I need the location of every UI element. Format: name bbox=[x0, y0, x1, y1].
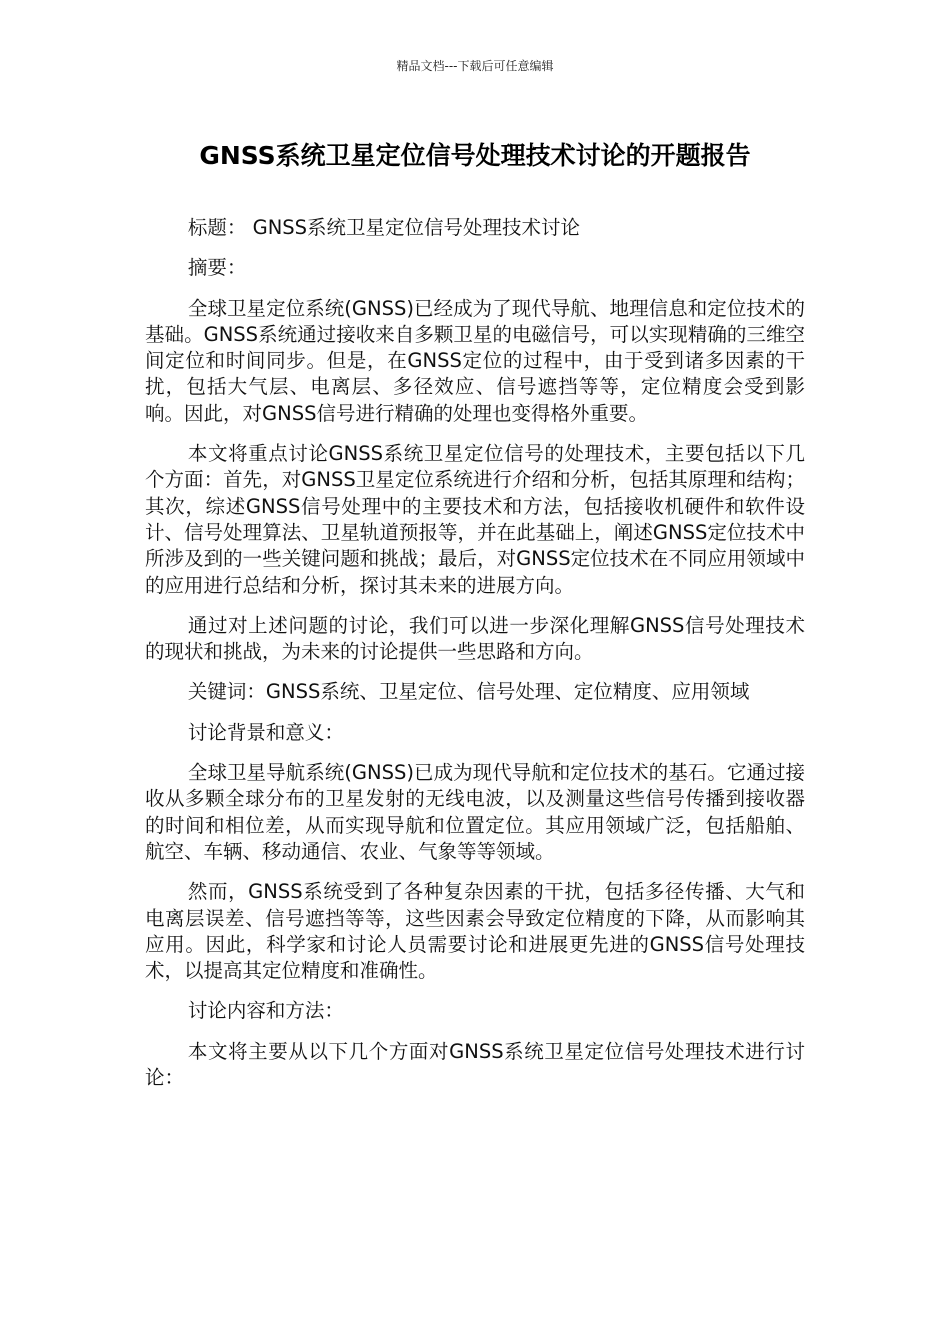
methods-paragraph: 本文将主要从以下几个方面对GNSS系统卫星定位信号处理技术进行讨论： bbox=[145, 1039, 805, 1090]
abstract-paragraph: 全球卫星定位系统(GNSS)已经成为了现代导航、地理信息和定位技术的基础。GNSS系统通过接收来自多颗卫星的电磁信号，可以实现精确的三维空间定位和时间同步。但是，在GNSS定位的过程中，由于受到诸多因素的干扰，包括大气层、电离层、多径效应、信号遮挡等等，定位精度会受到影响。因此，对GNSS信号进行精确的处理也变得格外重要。 bbox=[145, 296, 805, 425]
background-heading: 讨论背景和意义： bbox=[187, 720, 344, 744]
background-paragraph: 全球卫星导航系统(GNSS)已成为现代导航和定位技术的基石。它通过接收从多颗全球分布的卫星发射的无线电波，以及测量这些信号传播到接收器的时间和相位差，从而实现导航和位置定位。其应用领域广泛，包括船舶、航空、车辆、移动通信、农业、气象等等领域。 bbox=[145, 761, 805, 863]
methods-heading: 讨论内容和方法： bbox=[187, 999, 344, 1023]
keywords-line: 关键词：GNSS系统、卫星定位、信号处理、定位精度、应用领域 bbox=[187, 680, 750, 704]
subject-line: 标题： GNSS系统卫星定位信号处理技术讨论 bbox=[187, 216, 581, 239]
document-title: GNSS系统卫星定位信号处理技术讨论的开题报告 bbox=[199, 141, 751, 170]
abstract-paragraph: 本文将重点讨论GNSS系统卫星定位信号的处理技术，主要包括以下几个方面：首先，对GNSS卫星定位系统进行介绍和分析，包括其原理和结构；其次，综述GNSS信号处理中的主要技术和方法，包括接收机硬件和软件设计、信号处理算法、卫星轨道预报等，并在此基础上，阐述GNSS定位技术中所涉及到的一些关键问题和挑战；最后，对GNSS定位技术在不同应用领域中的应用进行总结和分析，探讨其未来的进展方向。 bbox=[145, 442, 805, 597]
background-paragraph: 然而，GNSS系统受到了各种复杂因素的干扰，包括多径传播、大气和电离层误差、信号遮挡等等，这些因素会导致定位精度的下降，从而影响其应用。因此，科学家和讨论人员需要讨论和进展更先进的GNSS信号处理技术，以提高其定位精度和准确性。 bbox=[145, 880, 805, 983]
header-note: 精品文档---下载后可任意编辑 bbox=[396, 59, 554, 73]
document-body bbox=[145, 215, 805, 1105]
abstract-paragraph: 通过对上述问题的讨论，我们可以进一步深化理解GNSS信号处理技术的现状和挑战，为未来的讨论提供一些思路和方向。 bbox=[145, 613, 805, 664]
abstract-heading: 摘要： bbox=[187, 256, 247, 280]
